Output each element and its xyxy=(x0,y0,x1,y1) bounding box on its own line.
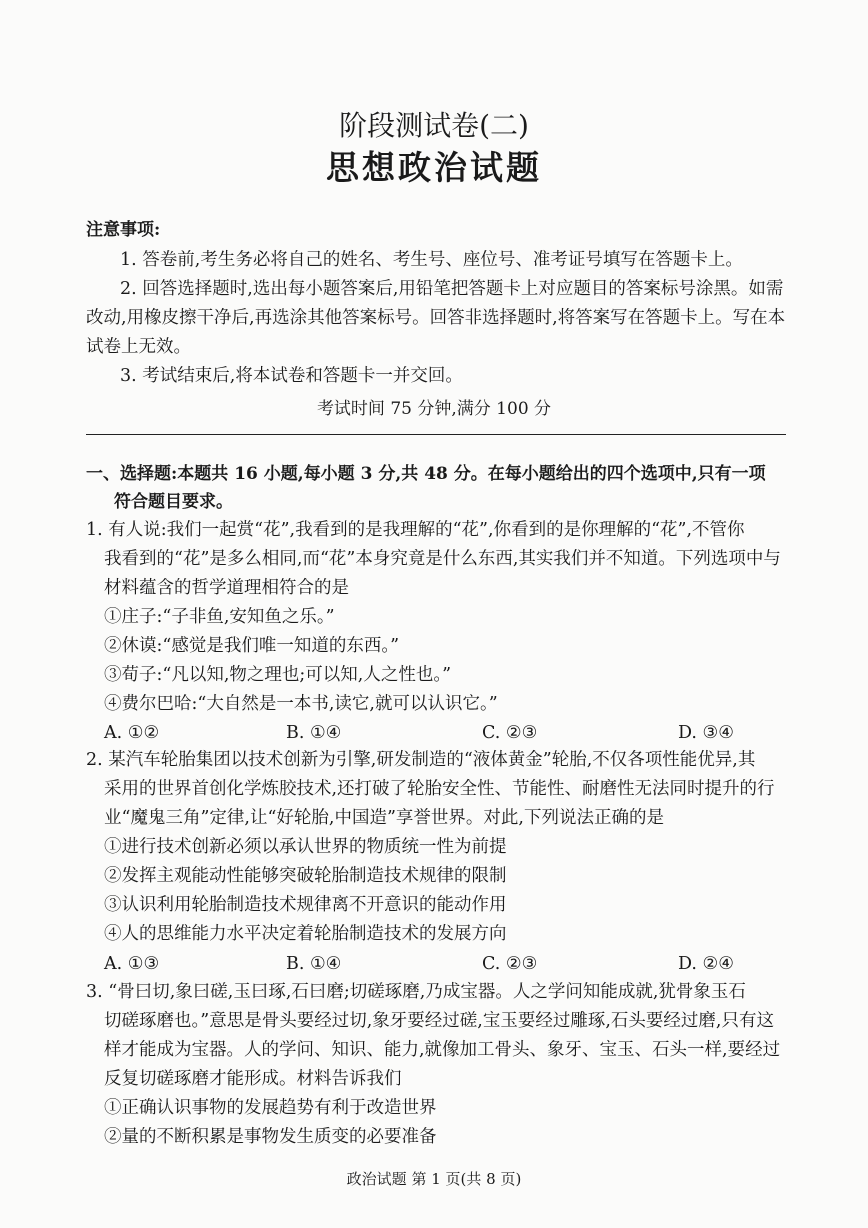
question-1-choice-b: B. ①④ xyxy=(286,723,342,743)
question-1-stem-line1: 1. 有人说:我们一起赏“花”,我看到的是我理解的“花”,你看到的是你理解的“花”,不管你 xyxy=(86,520,745,540)
question-2-choice-a: A. ①③ xyxy=(104,954,160,974)
question-1-stem-rest: 我看到的“花”是多么相同,而“花”本身究竟是什么东西,其实我们并不知道。下列选项中与材料蕴含的哲学道理相符合的是 xyxy=(104,549,781,598)
note-item-3: 3. 考试结束后,将本试卷和答题卡一并交回。 xyxy=(120,366,463,386)
note-item-1: 1. 答卷前,考生务必将自己的姓名、考生号、座位号、准考证号填写在答题卡上。 xyxy=(120,250,743,270)
question-1-choice-c: C. ②③ xyxy=(482,723,538,743)
question-2-option-4: ④人的思维能力水平决定着轮胎制造技术的发展方向 xyxy=(104,924,507,944)
question-1 xyxy=(86,516,786,719)
question-3-option-1: ①正确认识事物的发展趋势有利于改造世界 xyxy=(104,1098,437,1118)
question-2-option-3: ③认识利用轮胎制造技术规律离不开意识的能动作用 xyxy=(104,895,507,915)
question-1-option-4: ④费尔巴哈:“大自然是一本书,读它,就可以认识它。” xyxy=(104,694,498,714)
question-3 xyxy=(86,978,786,1152)
question-2-option-1: ①进行技术创新必须以承认世界的物质统一性为前提 xyxy=(104,837,507,857)
subject-title: 思想政治试题 xyxy=(326,148,542,187)
question-3-option-2: ②量的不断积累是事物发生质变的必要准备 xyxy=(104,1127,437,1147)
question-1-option-2: ②休谟:“感觉是我们唯一知道的东西。” xyxy=(104,636,400,656)
question-1-option-1: ①庄子:“子非鱼,安知鱼之乐。” xyxy=(104,607,335,627)
question-3-stem-line1: 3. “骨曰切,象曰磋,玉曰琢,石曰磨;切磋琢磨,乃成宝器。人之学问知能成就,犹骨象玉石 xyxy=(86,982,746,1002)
question-2 xyxy=(86,746,786,949)
question-2-option-2: ②发挥主观能动性能够突破轮胎制造技术规律的限制 xyxy=(104,866,507,886)
question-1-option-3: ③荀子:“凡以知,物之理也;可以知,人之性也。” xyxy=(104,665,452,685)
question-3-stem-rest: 切磋琢磨也。”意思是骨头要经过切,象牙要经过磋,宝玉要经过雕琢,石头要经过磨,只有这样才能成为宝器。人的学问、知识、能力,就像加工骨头、象牙、宝玉、石头一样,要经过反复切磋琢磨才能形成。材料告诉我们 xyxy=(104,1011,781,1089)
exam-title: 阶段测试卷(二) xyxy=(339,109,529,142)
question-2-choice-b: B. ①④ xyxy=(286,954,342,974)
exam-info: 考试时间 75 分钟,满分 100 分 xyxy=(316,399,552,419)
question-1-choice-a: A. ①② xyxy=(104,723,160,743)
question-2-choice-c: C. ②③ xyxy=(482,954,538,974)
divider xyxy=(86,434,786,435)
section-heading-line1: 一、选择题:本题共 16 小题,每小题 3 分,共 48 分。在每小题给出的四个选项中,只有一项 xyxy=(86,464,766,484)
question-2-stem-rest: 采用的世界首创化学炼胶技术,还打破了轮胎安全性、节能性、耐磨性无法同时提升的行业“魔鬼三角”定律,让“好轮胎,中国造”享誉世界。对此,下列说法正确的是 xyxy=(104,779,775,828)
section-heading-line2: 符合题目要求。 xyxy=(114,492,233,512)
note-item-2: 2. 回答选择题时,选出每小题答案后,用铅笔把答题卡上对应题目的答案标号涂黑。如需改动,用橡皮擦干净后,再选涂其他答案标号。回答非选择题时,将答案写在答题卡上。写在本试卷上无效。 xyxy=(86,279,786,357)
question-1-choices xyxy=(104,719,744,747)
question-2-choice-d: D. ②④ xyxy=(678,954,734,974)
page-footer: 政治试题 第 1 页(共 8 页) xyxy=(346,1170,522,1188)
section-heading xyxy=(86,460,786,516)
notes-heading: 注意事项: xyxy=(86,220,161,240)
question-1-choice-d: D. ③④ xyxy=(678,723,734,743)
question-2-stem-line1: 2. 某汽车轮胎集团以技术创新为引擎,研发制造的“液体黄金”轮胎,不仅各项性能优异,其 xyxy=(86,750,756,770)
question-2-choices xyxy=(104,950,744,978)
